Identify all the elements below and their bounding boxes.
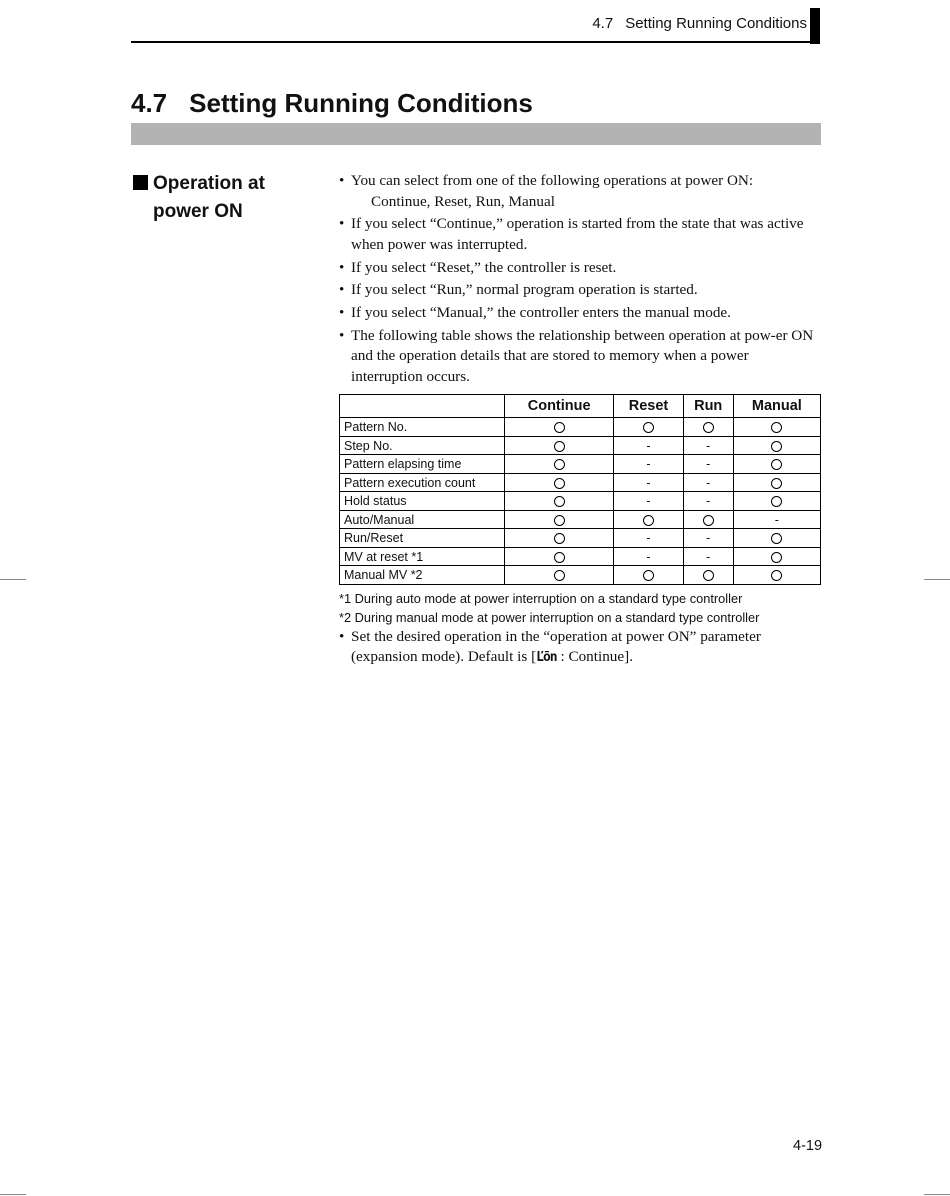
- title-band: [131, 123, 821, 145]
- bullet-list: [339, 627, 821, 669]
- row-label: Pattern elapsing time: [340, 455, 505, 474]
- side-heading-line1: Operation at: [153, 173, 265, 194]
- running-head-tab: [810, 8, 820, 44]
- table-cell: [733, 492, 820, 511]
- table-row: [340, 529, 821, 548]
- side-heading-line2: power ON: [153, 201, 243, 222]
- header-rule: [131, 41, 820, 43]
- bullet-item: [339, 280, 821, 301]
- table-header-cell: Run: [683, 395, 733, 418]
- bullet-item: [339, 171, 821, 212]
- table-cell: -: [614, 547, 683, 566]
- row-label: Manual MV *2: [340, 566, 505, 585]
- bullet-text: If you select “Continue,” operation is started from the state that was active when power was interrupted.: [351, 215, 804, 253]
- bullet-text: The following table shows the relationship between operation at pow-er ON and the operation details that are stored to memory when a power interruption occurs.: [351, 326, 814, 385]
- table-cell: [505, 436, 614, 455]
- row-label: Step No.: [340, 436, 505, 455]
- table-header-cell: [340, 395, 505, 418]
- table-cell: [683, 418, 733, 437]
- table-cell: -: [614, 529, 683, 548]
- table-header-cell: Manual: [733, 395, 820, 418]
- table-row: [340, 436, 821, 455]
- table-cell: [733, 473, 820, 492]
- bullet-dot-icon: •: [339, 326, 345, 344]
- table-row: [340, 492, 821, 511]
- table-cell: [505, 455, 614, 474]
- row-label: MV at reset *1: [340, 547, 505, 566]
- table-row: [340, 473, 821, 492]
- table-header-cell: Continue: [505, 395, 614, 418]
- table-cell: [505, 510, 614, 529]
- circle-mark-icon: [703, 570, 714, 581]
- table-cell: [733, 566, 820, 585]
- table-cell: [683, 510, 733, 529]
- bullet-item: [339, 214, 821, 255]
- bullet-text: : Continue].: [556, 648, 633, 666]
- bullet-text: (expansion mode). Default is [: [351, 648, 537, 666]
- table-row: [340, 510, 821, 529]
- bullet-text: If you select “Run,” normal program operation is started.: [351, 281, 698, 299]
- section-number: 4.7: [131, 88, 168, 118]
- circle-mark-icon: [703, 515, 714, 526]
- table-cell: [683, 566, 733, 585]
- bullet-dot-icon: •: [339, 215, 345, 233]
- circle-mark-icon: [554, 478, 565, 489]
- crop-mark: [0, 1194, 26, 1195]
- row-label: Pattern No.: [340, 418, 505, 437]
- circle-mark-icon: [771, 496, 782, 507]
- bullet-dot-icon: •: [339, 304, 345, 322]
- circle-mark-icon: [554, 422, 565, 433]
- table-cell: [505, 418, 614, 437]
- table-cell: -: [614, 455, 683, 474]
- page-title: [131, 86, 533, 120]
- crop-mark: [924, 579, 950, 580]
- running-head: [592, 14, 807, 34]
- bullet-dot-icon: •: [339, 258, 345, 276]
- table-cell: -: [683, 473, 733, 492]
- circle-mark-icon: [554, 459, 565, 470]
- crop-mark: [0, 579, 26, 580]
- circle-mark-icon: [771, 533, 782, 544]
- table-note: *1 During auto mode at power interruption on a standard type controller: [339, 590, 743, 606]
- circle-mark-icon: [771, 459, 782, 470]
- circle-mark-icon: [703, 422, 714, 433]
- table-cell: [733, 529, 820, 548]
- page-number: 4-19: [793, 1138, 823, 1154]
- table-cell: [733, 547, 820, 566]
- table-cell: -: [683, 529, 733, 548]
- bullet-subtext: Continue, Reset, Run, Manual: [371, 192, 555, 210]
- row-label: Auto/Manual: [340, 510, 505, 529]
- bullet-dot-icon: •: [339, 281, 345, 299]
- table-cell: -: [683, 455, 733, 474]
- parameter-code: Ľōn: [536, 650, 557, 666]
- bullet-item: [339, 258, 821, 279]
- content-column: [339, 171, 821, 671]
- table-notes: [339, 589, 821, 627]
- table-row: [340, 455, 821, 474]
- table-cell: -: [614, 492, 683, 511]
- bullet-text: If you select “Manual,” the controller enters the manual mode.: [351, 304, 731, 322]
- table-row: [340, 418, 821, 437]
- table-cell: [614, 566, 683, 585]
- table-cell: [614, 510, 683, 529]
- table-cell: [505, 529, 614, 548]
- table-cell: -: [733, 510, 820, 529]
- operation-table: [339, 394, 821, 585]
- bullet-item: [339, 627, 821, 669]
- table-cell: [505, 566, 614, 585]
- square-bullet-icon: [133, 175, 148, 190]
- section-title: Setting Running Conditions: [189, 88, 533, 118]
- table-row: [340, 547, 821, 566]
- circle-mark-icon: [643, 570, 654, 581]
- circle-mark-icon: [643, 422, 654, 433]
- circle-mark-icon: [771, 570, 782, 581]
- circle-mark-icon: [554, 570, 565, 581]
- row-label: Pattern execution count: [340, 473, 505, 492]
- table-cell: -: [614, 473, 683, 492]
- table-header-row: [340, 395, 821, 418]
- running-head-number: 4.7: [592, 15, 614, 32]
- table-cell: [733, 418, 820, 437]
- bullet-item: [339, 303, 821, 324]
- table-cell: [733, 455, 820, 474]
- table-row: [340, 566, 821, 585]
- table-cell: -: [614, 436, 683, 455]
- table-cell: -: [683, 492, 733, 511]
- running-head-title: Setting Running Conditions: [625, 15, 807, 32]
- bullet-dot-icon: •: [339, 172, 345, 189]
- circle-mark-icon: [554, 441, 565, 452]
- circle-mark-icon: [554, 515, 565, 526]
- table-cell: [505, 547, 614, 566]
- table-cell: [505, 492, 614, 511]
- row-label: Run/Reset: [340, 529, 505, 548]
- table-cell: -: [683, 436, 733, 455]
- table-cell: [505, 473, 614, 492]
- bullet-dot-icon: •: [339, 627, 345, 645]
- table-cell: [733, 436, 820, 455]
- circle-mark-icon: [771, 552, 782, 563]
- bullet-item: [339, 326, 821, 388]
- circle-mark-icon: [643, 515, 654, 526]
- table-cell: [614, 418, 683, 437]
- bullet-list: [339, 171, 821, 387]
- circle-mark-icon: [554, 533, 565, 544]
- side-heading: [133, 170, 323, 226]
- table-cell: -: [683, 547, 733, 566]
- table-body: [340, 418, 821, 585]
- circle-mark-icon: [554, 496, 565, 507]
- bullet-text: Set the desired operation in the “operation at power ON” parameter: [351, 627, 761, 645]
- table-note: *2 During manual mode at power interruption on a standard type controller: [339, 609, 760, 625]
- circle-mark-icon: [554, 552, 565, 563]
- crop-mark: [924, 1194, 950, 1195]
- table-header-cell: Reset: [614, 395, 683, 418]
- row-label: Hold status: [340, 492, 505, 511]
- bullet-text: You can select from one of the following operations at power ON:: [351, 172, 754, 189]
- circle-mark-icon: [771, 478, 782, 489]
- circle-mark-icon: [771, 422, 782, 433]
- circle-mark-icon: [771, 441, 782, 452]
- bullet-text: If you select “Reset,” the controller is reset.: [351, 258, 617, 276]
